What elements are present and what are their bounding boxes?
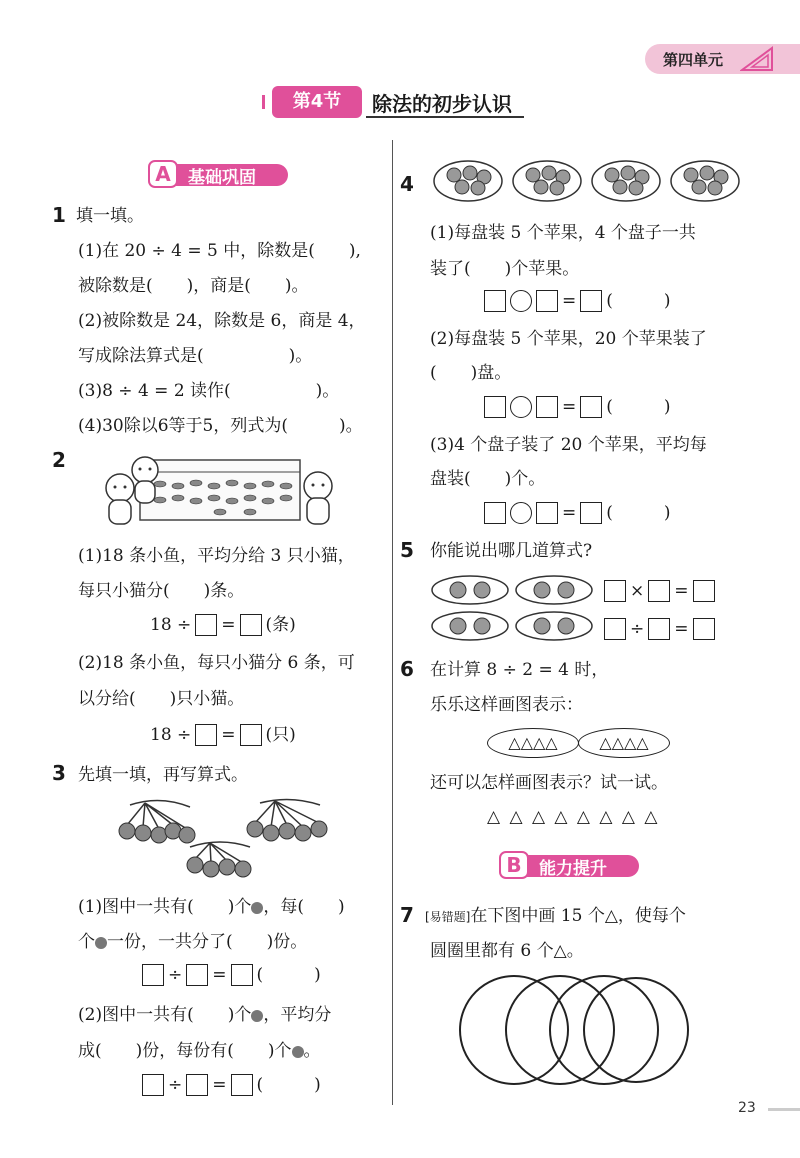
question-text: 以分给( )只小猫。 — [78, 689, 245, 709]
text-part: ，使每个 — [617, 906, 686, 926]
question-number: 6 — [400, 657, 414, 681]
question-title: 先填一填，再写算式。 — [78, 765, 248, 785]
circle-3 — [550, 976, 658, 1084]
question-text: 装了( )个苹果。 — [430, 259, 580, 279]
question-text: (2)18 条小鱼，每只小猫分 6 条，可 — [78, 653, 355, 673]
question-text: 在计算 8 ÷ 2 = 4 时， — [430, 660, 609, 680]
answer-box[interactable] — [648, 580, 670, 602]
answer-box[interactable] — [604, 618, 626, 640]
text-part: ，每( ) — [263, 897, 345, 917]
unit-tab — [645, 44, 800, 74]
triangle-group: △△△△ — [578, 728, 670, 758]
text-part: 一份，一共分了( )份。 — [107, 932, 308, 952]
equals-sign: = — [674, 581, 689, 601]
equation-unit: (条) — [265, 615, 296, 635]
answer-box[interactable] — [648, 618, 670, 640]
overlapping-circles-diagram[interactable] — [456, 974, 692, 1086]
answer-paren: ( ) — [256, 965, 321, 985]
page-number: 23 — [738, 1100, 756, 1116]
answer-box[interactable] — [186, 1074, 208, 1096]
answer-box[interactable] — [693, 580, 715, 602]
question-title: 填一填。 — [76, 206, 144, 226]
title-mark — [262, 95, 268, 109]
answer-box[interactable] — [580, 502, 602, 524]
answer-box[interactable] — [231, 964, 253, 986]
section-title-text: 除法的初步认识 — [372, 92, 512, 116]
circle-4 — [584, 978, 688, 1082]
cherry-icon — [251, 902, 263, 914]
question-text: (1)在 20 ÷ 4 = 5 中，除数是( ), — [78, 241, 361, 261]
equation-row — [150, 724, 296, 746]
equals-sign: = — [674, 619, 689, 639]
answer-box[interactable] — [536, 396, 558, 418]
text-part: 。 — [303, 1041, 321, 1061]
question-text: (3)4 个盘子装了 20 个苹果，平均每 — [430, 435, 707, 455]
multiply-sign: × — [630, 581, 645, 601]
answer-box[interactable] — [580, 290, 602, 312]
section-b-badge — [499, 851, 644, 879]
section-title — [262, 86, 524, 118]
question-tag: [易错题] — [425, 910, 471, 924]
equals-sign: = — [221, 725, 236, 745]
question-number: 2 — [52, 448, 66, 472]
answer-box[interactable] — [195, 724, 217, 746]
question-text: (2)被除数是 24，除数是 6，商是 4， — [78, 311, 366, 331]
question-number: 7 — [400, 903, 414, 927]
question-text — [78, 1004, 331, 1026]
answer-box[interactable] — [186, 964, 208, 986]
answer-box[interactable] — [484, 396, 506, 418]
equals-sign: = — [212, 965, 227, 985]
operator-circle[interactable] — [510, 502, 532, 524]
triangle-icon: △ — [604, 906, 618, 926]
question-text: 被除数是( )，商是( )。 — [78, 276, 309, 296]
question-text: (3)8 ÷ 4 = 2 读作( )。 — [78, 381, 340, 401]
question-text: (4)30除以6等于5，列式为( )。 — [78, 416, 363, 436]
question-text — [430, 940, 584, 962]
title-underline — [366, 116, 524, 118]
triangle-group: △△△△ — [487, 728, 579, 758]
equals-sign: = — [212, 1075, 227, 1095]
equals-sign: = — [562, 397, 577, 417]
divide-sign: ÷ — [630, 619, 645, 639]
section-number: 第4节 — [272, 86, 362, 118]
apple-plates-illustration — [432, 155, 742, 205]
answer-box[interactable] — [142, 964, 164, 986]
question-text — [78, 896, 345, 918]
equation-row — [484, 396, 671, 418]
equation-row — [604, 580, 715, 602]
operator-circle[interactable] — [510, 290, 532, 312]
unit-label: 第四单元 — [663, 51, 724, 69]
answer-box[interactable] — [195, 614, 217, 636]
equation-row — [604, 618, 715, 640]
answer-box[interactable] — [580, 396, 602, 418]
question-text: 写成除法算式是( )。 — [78, 346, 313, 366]
cherry-icon — [95, 937, 107, 949]
question-text — [78, 1040, 321, 1062]
column-divider — [392, 140, 393, 1105]
equation-row — [150, 614, 296, 636]
text-part: (1)图中一共有( )个 — [78, 897, 252, 917]
question-title: 你能说出哪几道算式? — [430, 541, 593, 561]
equals-sign: = — [221, 615, 236, 635]
answer-paren: ( ) — [606, 397, 671, 417]
question-text — [425, 905, 686, 928]
answer-box[interactable] — [536, 290, 558, 312]
ruler-triangle-icon — [740, 46, 774, 72]
text-part: 在下图中画 15 个 — [470, 906, 605, 926]
badge-letter: A — [148, 160, 178, 188]
badge-letter: B — [499, 851, 529, 879]
answer-box[interactable] — [484, 502, 506, 524]
apple-plates-illustration — [430, 572, 598, 644]
cherries-illustration — [115, 795, 350, 880]
answer-box[interactable] — [231, 1074, 253, 1096]
equation-row — [142, 1074, 321, 1096]
circle-1 — [460, 976, 568, 1084]
question-text: 每只小猫分( )条。 — [78, 581, 245, 601]
divide-sign: ÷ — [168, 965, 183, 985]
divide-sign: ÷ — [168, 1075, 183, 1095]
answer-box[interactable] — [693, 618, 715, 640]
equation-row — [142, 964, 321, 986]
badge-title: 能力提升 — [539, 859, 607, 879]
equation-row — [484, 502, 671, 524]
question-number: 5 — [400, 538, 414, 562]
question-text: 还可以怎样画图表示？试一试。 — [430, 773, 668, 793]
question-number: 3 — [52, 761, 66, 785]
answer-box[interactable] — [240, 614, 262, 636]
cats-fish-illustration — [100, 450, 340, 530]
equation-row — [484, 290, 671, 312]
badge-title: 基础巩固 — [188, 168, 256, 188]
operator-circle[interactable] — [510, 396, 532, 418]
answer-paren: ( ) — [606, 503, 671, 523]
question-text: (1)每盘装 5 个苹果，4 个盘子一共 — [430, 223, 696, 243]
text-part: 圆圈里都有 6 个 — [430, 941, 554, 961]
answer-box[interactable] — [240, 724, 262, 746]
question-text: (1)18 条小鱼，平均分给 3 只小猫， — [78, 546, 355, 566]
text-part: ，平均分 — [263, 1005, 332, 1025]
equals-sign: = — [562, 503, 577, 523]
equation-left: 18 ÷ — [150, 615, 192, 635]
cherry-icon — [251, 1010, 263, 1022]
question-number: 4 — [400, 172, 414, 196]
question-text — [78, 931, 307, 953]
equation-unit: (只) — [265, 725, 296, 745]
answer-paren: ( ) — [256, 1075, 321, 1095]
section-a-badge — [148, 160, 293, 188]
answer-box[interactable] — [536, 502, 558, 524]
equals-sign: = — [562, 291, 577, 311]
triangle-row: △ △ △ △ △ △ △ △ — [487, 807, 660, 827]
question-text: ( )盘。 — [430, 363, 512, 383]
page-bar — [768, 1108, 800, 1111]
answer-paren: ( ) — [606, 291, 671, 311]
question-text: (2)每盘装 5 个苹果，20 个苹果装了 — [430, 329, 707, 349]
cherry-icon — [292, 1046, 304, 1058]
question-number: 1 — [52, 203, 66, 227]
answer-box[interactable] — [142, 1074, 164, 1096]
text-part: 个 — [78, 932, 95, 952]
circle-2 — [506, 976, 614, 1084]
answer-box[interactable] — [484, 290, 506, 312]
equation-left: 18 ÷ — [150, 725, 192, 745]
text-part: 成( )份，每份有( )个 — [78, 1041, 292, 1061]
triangle-icon: △ — [553, 941, 567, 961]
question-text: 盘装( )个。 — [430, 469, 546, 489]
text-part: 。 — [566, 941, 584, 961]
question-text: 乐乐这样画图表示： — [430, 695, 583, 715]
text-part: (2)图中一共有( )个 — [78, 1005, 252, 1025]
answer-box[interactable] — [604, 580, 626, 602]
